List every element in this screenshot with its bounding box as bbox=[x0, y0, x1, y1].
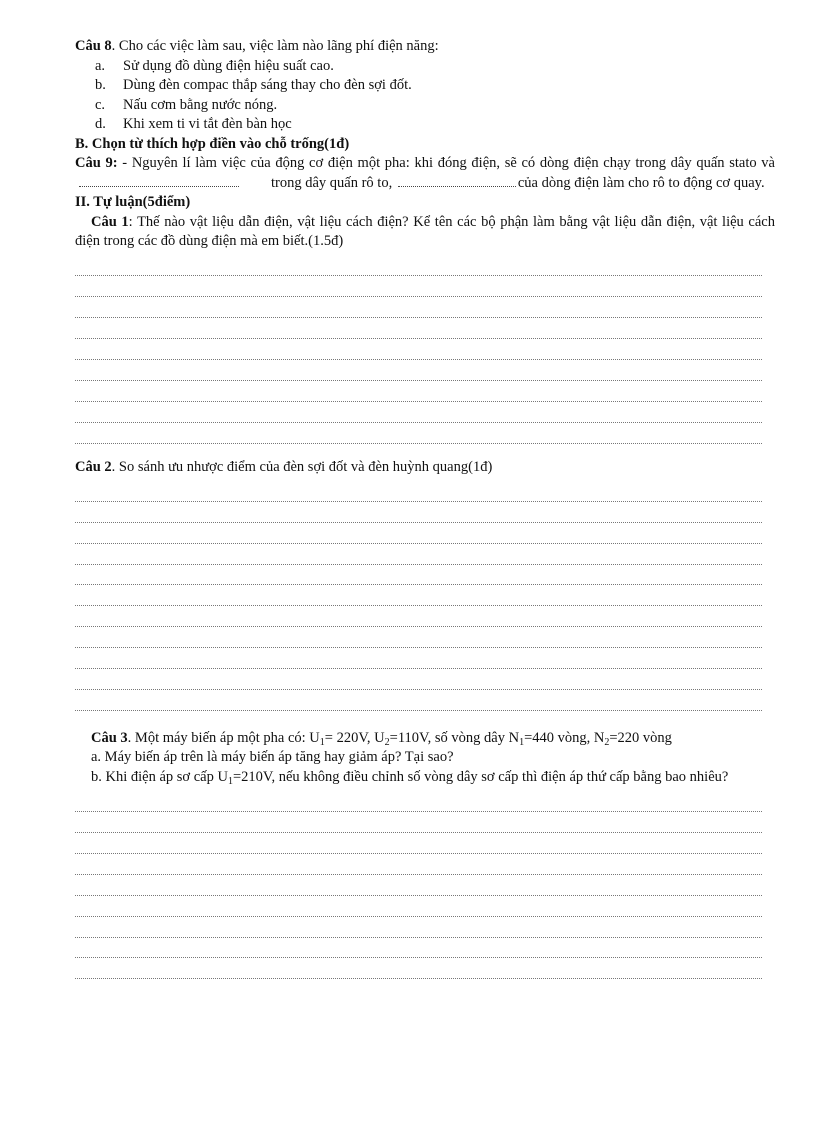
answer-lines-q2[interactable] bbox=[75, 481, 775, 711]
blank-2[interactable] bbox=[398, 174, 516, 187]
question-3-label: Câu 3 bbox=[91, 729, 128, 746]
question-2: Câu 2. So sánh ưu nhược điểm của đèn sợi đốt và đèn huỳnh quang(1đ) bbox=[75, 458, 493, 475]
question-3: Câu 3. Một máy biến áp một pha có: $U_1= 220V$, $U_2=110V$, số vòng dây $N_1=440$ vòng, $N_2=220$ vòng bbox=[91, 729, 672, 748]
section-ii-heading: II. Tự luận(5điểm) bbox=[75, 194, 191, 210]
question-9-label: Câu 9: bbox=[75, 155, 118, 171]
exam-page bbox=[75, 37, 775, 979]
answer-lines-q1[interactable] bbox=[75, 256, 775, 444]
section-b-heading: B. Chọn từ thích hợp điền vào chỗ trống(1đ) bbox=[75, 135, 350, 152]
question-3a: a. Máy biến áp trên là máy biến áp tăng hay giảm áp? Tại sao? bbox=[91, 749, 454, 766]
blank-1[interactable] bbox=[79, 174, 239, 187]
option-b: b. Dùng đèn compac thắp sáng thay cho đèn sợi đốt. bbox=[95, 77, 412, 93]
answer-lines-q3[interactable] bbox=[75, 791, 775, 979]
question-1-label: Câu 1 bbox=[91, 213, 129, 230]
question-1: Câu 1: Thế nào vật liệu dẫn điện, vật liệu cách điện? Kể tên các bộ phận làm bằng vật liệu dẫn điện, vật liệu cách điện trong các đồ dùng điện mà em biết.(1.5đ) bbox=[75, 213, 775, 249]
option-d: d. Khi xem ti vi tắt đèn bàn học bbox=[95, 116, 292, 132]
question-8-text: . Cho các việc làm sau, việc làm nào lãng phí điện năng: bbox=[111, 38, 439, 54]
question-8-options bbox=[95, 57, 775, 135]
question-8-label: Câu 8 bbox=[75, 38, 112, 54]
question-9: Câu 9: - Nguyên lí làm việc của động cơ điện một pha: khi đóng điện, sẽ có dòng điện chạy trong dây quấn stato và trong dây quấn rô to, của dòng điện làm cho rô to động cơ quay. bbox=[75, 155, 775, 191]
question-8 bbox=[75, 37, 775, 57]
question-3b: b. Khi điện áp sơ cấp $U_1=210V$, nếu không điều chỉnh số vòng dây sơ cấp thì điện áp thứ cấp bằng bao nhiêu? bbox=[91, 768, 729, 787]
option-a: a. Sử dụng đồ dùng điện hiệu suất cao. bbox=[95, 57, 334, 74]
question-2-label: Câu 2 bbox=[75, 458, 112, 475]
option-c: c. Nấu cơm bằng nước nóng. bbox=[95, 96, 278, 113]
